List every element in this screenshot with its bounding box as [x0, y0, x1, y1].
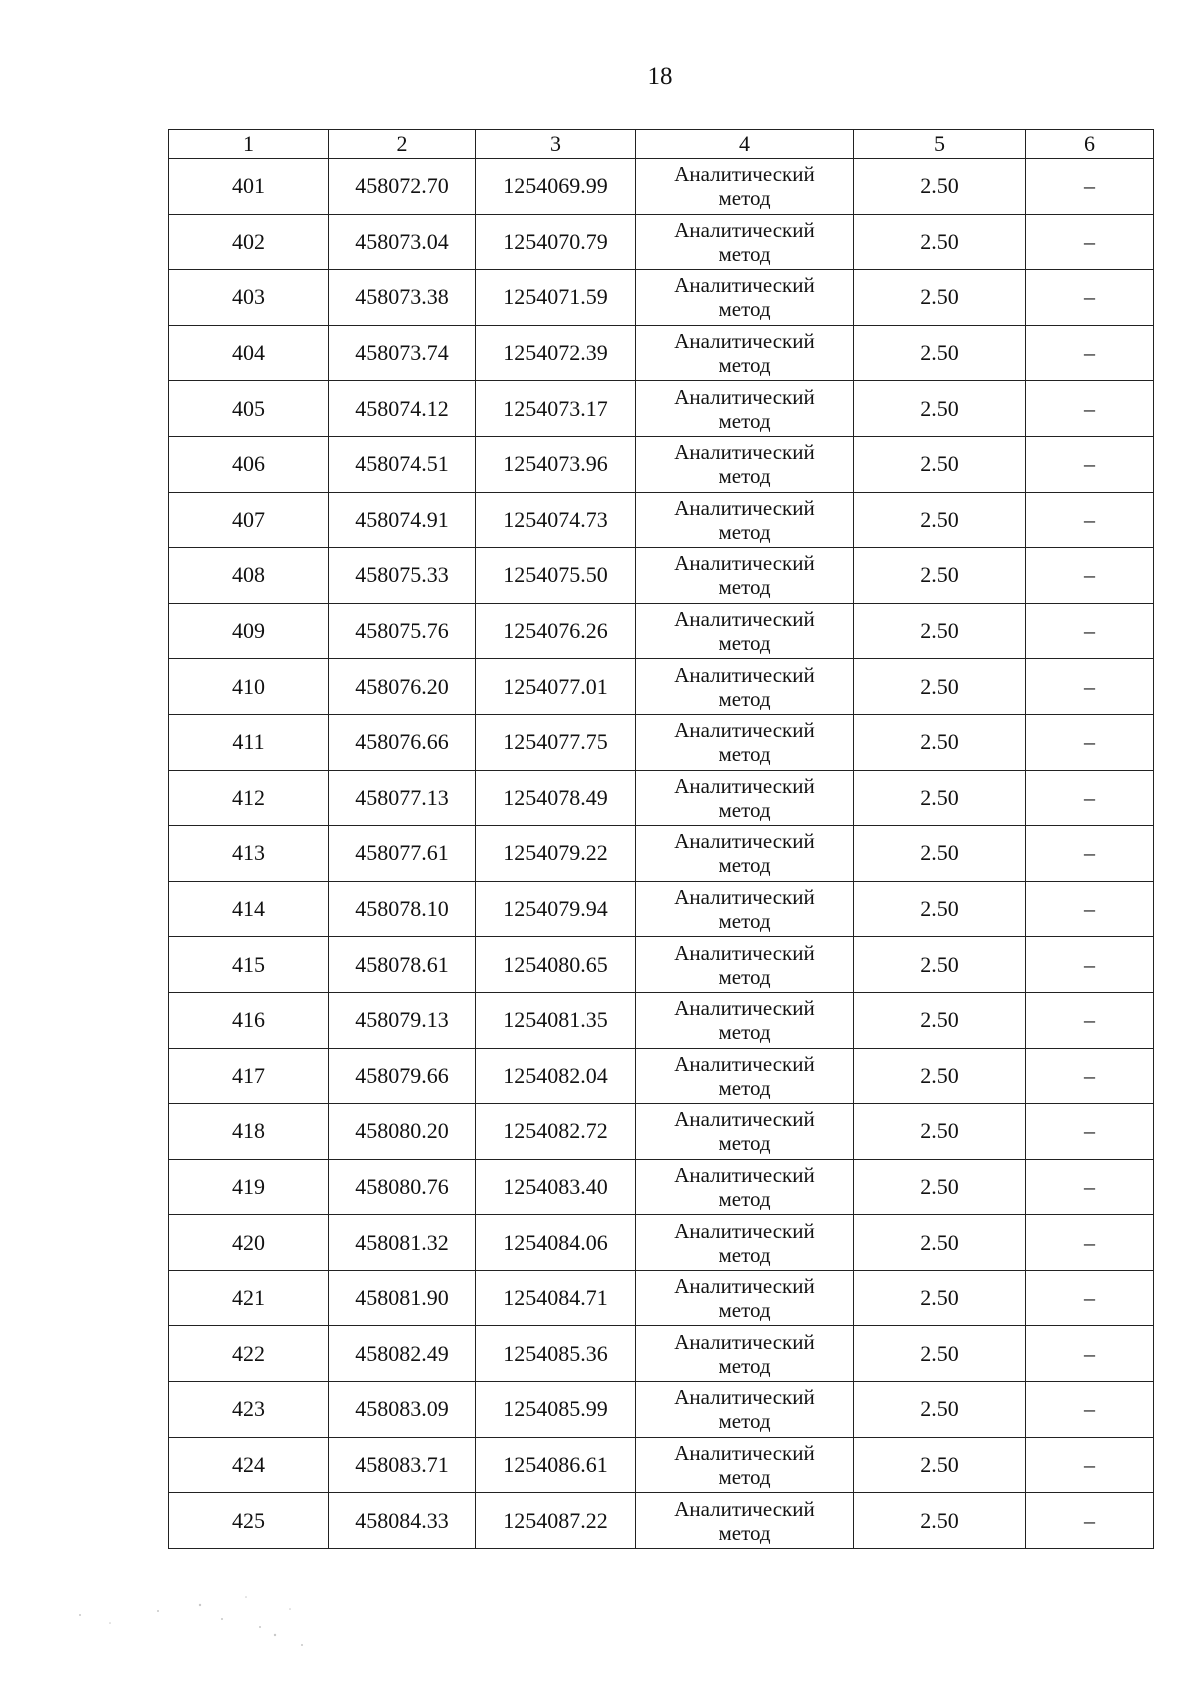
method-cell	[636, 214, 854, 270]
accuracy-cell: 2.50	[854, 1215, 1026, 1271]
y-coordinate-cell: 1254073.96	[476, 436, 636, 492]
method-cell	[636, 603, 854, 659]
method-line-2: метод	[718, 241, 771, 266]
method-cell	[636, 714, 854, 770]
x-coordinate-cell: 458083.71	[329, 1437, 476, 1493]
x-coordinate-cell: 458084.33	[329, 1493, 476, 1549]
point-number-cell: 401	[169, 159, 329, 215]
table-row	[169, 1326, 1154, 1382]
method-line-1: Аналитический	[674, 1107, 815, 1132]
point-number-cell: 402	[169, 214, 329, 270]
y-coordinate-cell: 1254082.72	[476, 1104, 636, 1160]
method-cell	[636, 325, 854, 381]
method-line-1: Аналитический	[674, 996, 815, 1021]
accuracy-cell: 2.50	[854, 1437, 1026, 1493]
y-coordinate-cell: 1254084.71	[476, 1270, 636, 1326]
method-cell	[636, 1326, 854, 1382]
method-cell	[636, 1104, 854, 1160]
x-coordinate-cell: 458080.20	[329, 1104, 476, 1160]
method-cell	[636, 270, 854, 326]
method-line-2: метод	[718, 742, 771, 767]
method-cell	[636, 937, 854, 993]
point-number-cell: 423	[169, 1382, 329, 1438]
y-coordinate-cell: 1254079.94	[476, 881, 636, 937]
note-cell: –	[1026, 1437, 1154, 1493]
accuracy-cell: 2.50	[854, 1270, 1026, 1326]
point-number-cell: 417	[169, 1048, 329, 1104]
x-coordinate-cell: 458073.04	[329, 214, 476, 270]
method-line-1: Аналитический	[674, 1218, 815, 1243]
x-coordinate-cell: 458075.33	[329, 548, 476, 604]
x-coordinate-cell: 458077.13	[329, 770, 476, 826]
method-line-1: Аналитический	[674, 384, 815, 409]
table-row	[169, 270, 1154, 326]
note-cell: –	[1026, 1382, 1154, 1438]
point-number-cell: 418	[169, 1104, 329, 1160]
accuracy-cell: 2.50	[854, 770, 1026, 826]
y-coordinate-cell: 1254083.40	[476, 1159, 636, 1215]
x-coordinate-cell: 458082.49	[329, 1326, 476, 1382]
method-cell	[636, 770, 854, 826]
method-line-2: метод	[718, 1353, 771, 1378]
note-cell: –	[1026, 1048, 1154, 1104]
y-coordinate-cell: 1254071.59	[476, 270, 636, 326]
accuracy-cell: 2.50	[854, 381, 1026, 437]
method-line-2: метод	[718, 575, 771, 600]
note-cell: –	[1026, 603, 1154, 659]
note-cell: –	[1026, 159, 1154, 215]
method-cell	[636, 381, 854, 437]
y-coordinate-cell: 1254076.26	[476, 603, 636, 659]
method-line-1: Аналитический	[674, 1385, 815, 1410]
table-row	[169, 937, 1154, 993]
accuracy-cell: 2.50	[854, 548, 1026, 604]
method-cell	[636, 492, 854, 548]
x-coordinate-cell: 458073.74	[329, 325, 476, 381]
y-coordinate-cell: 1254085.99	[476, 1382, 636, 1438]
note-cell: –	[1026, 436, 1154, 492]
method-cell	[636, 1048, 854, 1104]
accuracy-cell: 2.50	[854, 1382, 1026, 1438]
table-row	[169, 1048, 1154, 1104]
table-row	[169, 992, 1154, 1048]
note-cell: –	[1026, 826, 1154, 882]
accuracy-cell: 2.50	[854, 159, 1026, 215]
point-number-cell: 404	[169, 325, 329, 381]
x-coordinate-cell: 458073.38	[329, 270, 476, 326]
table-row	[169, 1493, 1154, 1549]
x-coordinate-cell: 458077.61	[329, 826, 476, 882]
method-line-1: Аналитический	[674, 662, 815, 687]
method-line-1: Аналитический	[674, 440, 815, 465]
note-cell: –	[1026, 325, 1154, 381]
method-line-2: метод	[718, 909, 771, 934]
accuracy-cell: 2.50	[854, 270, 1026, 326]
table-body	[169, 159, 1154, 1549]
accuracy-cell: 2.50	[854, 992, 1026, 1048]
y-coordinate-cell: 1254078.49	[476, 770, 636, 826]
method-line-2: метод	[718, 297, 771, 322]
accuracy-cell: 2.50	[854, 1104, 1026, 1160]
point-number-cell: 412	[169, 770, 329, 826]
method-line-2: метод	[718, 408, 771, 433]
y-coordinate-cell: 1254074.73	[476, 492, 636, 548]
method-cell	[636, 436, 854, 492]
point-number-cell: 424	[169, 1437, 329, 1493]
method-line-2: метод	[718, 1186, 771, 1211]
x-coordinate-cell: 458081.90	[329, 1270, 476, 1326]
y-coordinate-cell: 1254077.75	[476, 714, 636, 770]
y-coordinate-cell: 1254069.99	[476, 159, 636, 215]
method-line-2: метод	[718, 1409, 771, 1434]
y-coordinate-cell: 1254080.65	[476, 937, 636, 993]
method-line-1: Аналитический	[674, 607, 815, 632]
table-row	[169, 1104, 1154, 1160]
y-coordinate-cell: 1254082.04	[476, 1048, 636, 1104]
x-coordinate-cell: 458078.61	[329, 937, 476, 993]
accuracy-cell: 2.50	[854, 1159, 1026, 1215]
point-number-cell: 414	[169, 881, 329, 937]
method-cell	[636, 1270, 854, 1326]
note-cell: –	[1026, 1326, 1154, 1382]
method-line-2: метод	[718, 853, 771, 878]
table-header-row	[169, 130, 1154, 159]
table-row	[169, 603, 1154, 659]
note-cell: –	[1026, 770, 1154, 826]
y-coordinate-cell: 1254081.35	[476, 992, 636, 1048]
column-header: 2	[329, 130, 476, 159]
method-cell	[636, 1437, 854, 1493]
method-line-1: Аналитический	[674, 1274, 815, 1299]
point-number-cell: 405	[169, 381, 329, 437]
method-cell	[636, 826, 854, 882]
point-number-cell: 410	[169, 659, 329, 715]
point-number-cell: 419	[169, 1159, 329, 1215]
accuracy-cell: 2.50	[854, 881, 1026, 937]
method-line-2: метод	[718, 1242, 771, 1267]
accuracy-cell: 2.50	[854, 1493, 1026, 1549]
method-line-1: Аналитический	[674, 1329, 815, 1354]
point-number-cell: 415	[169, 937, 329, 993]
accuracy-cell: 2.50	[854, 436, 1026, 492]
point-number-cell: 416	[169, 992, 329, 1048]
accuracy-cell: 2.50	[854, 659, 1026, 715]
point-number-cell: 425	[169, 1493, 329, 1549]
method-line-1: Аналитический	[674, 829, 815, 854]
page-number: 18	[647, 63, 673, 90]
method-cell	[636, 1382, 854, 1438]
method-cell	[636, 992, 854, 1048]
method-line-2: метод	[718, 1520, 771, 1545]
method-cell	[636, 548, 854, 604]
method-line-2: метод	[718, 964, 771, 989]
note-cell: –	[1026, 214, 1154, 270]
point-number-cell: 406	[169, 436, 329, 492]
accuracy-cell: 2.50	[854, 714, 1026, 770]
column-header: 3	[476, 130, 636, 159]
point-number-cell: 408	[169, 548, 329, 604]
note-cell: –	[1026, 492, 1154, 548]
method-cell	[636, 881, 854, 937]
y-coordinate-cell: 1254086.61	[476, 1437, 636, 1493]
table-row	[169, 714, 1154, 770]
table-row	[169, 770, 1154, 826]
table-row	[169, 492, 1154, 548]
note-cell: –	[1026, 937, 1154, 993]
method-line-1: Аналитический	[674, 773, 815, 798]
y-coordinate-cell: 1254087.22	[476, 1493, 636, 1549]
method-line-1: Аналитический	[674, 495, 815, 520]
coordinates-table	[168, 129, 1154, 1549]
note-cell: –	[1026, 1104, 1154, 1160]
x-coordinate-cell: 458080.76	[329, 1159, 476, 1215]
accuracy-cell: 2.50	[854, 826, 1026, 882]
table-row	[169, 1270, 1154, 1326]
note-cell: –	[1026, 881, 1154, 937]
method-line-2: метод	[718, 1020, 771, 1045]
x-coordinate-cell: 458072.70	[329, 159, 476, 215]
method-line-1: Аналитический	[674, 273, 815, 298]
y-coordinate-cell: 1254073.17	[476, 381, 636, 437]
table-row	[169, 159, 1154, 215]
note-cell: –	[1026, 381, 1154, 437]
x-coordinate-cell: 458078.10	[329, 881, 476, 937]
method-line-2: метод	[718, 1464, 771, 1489]
table-row	[169, 1159, 1154, 1215]
point-number-cell: 403	[169, 270, 329, 326]
point-number-cell: 413	[169, 826, 329, 882]
method-line-2: метод	[718, 1075, 771, 1100]
method-cell	[636, 159, 854, 215]
point-number-cell: 420	[169, 1215, 329, 1271]
column-header: 6	[1026, 130, 1154, 159]
y-coordinate-cell: 1254085.36	[476, 1326, 636, 1382]
accuracy-cell: 2.50	[854, 603, 1026, 659]
accuracy-cell: 2.50	[854, 214, 1026, 270]
x-coordinate-cell: 458081.32	[329, 1215, 476, 1271]
table-row	[169, 381, 1154, 437]
table-row	[169, 659, 1154, 715]
table-row	[169, 214, 1154, 270]
note-cell: –	[1026, 659, 1154, 715]
method-line-2: метод	[718, 464, 771, 489]
note-cell: –	[1026, 992, 1154, 1048]
method-line-1: Аналитический	[674, 162, 815, 187]
note-cell: –	[1026, 548, 1154, 604]
table-row	[169, 325, 1154, 381]
y-coordinate-cell: 1254077.01	[476, 659, 636, 715]
column-header: 1	[169, 130, 329, 159]
point-number-cell: 409	[169, 603, 329, 659]
table-row	[169, 1382, 1154, 1438]
method-line-1: Аналитический	[674, 1440, 815, 1465]
table-row	[169, 881, 1154, 937]
point-number-cell: 407	[169, 492, 329, 548]
x-coordinate-cell: 458075.76	[329, 603, 476, 659]
x-coordinate-cell: 458083.09	[329, 1382, 476, 1438]
method-line-2: метод	[718, 686, 771, 711]
method-line-2: метод	[718, 186, 771, 211]
method-line-2: метод	[718, 631, 771, 656]
note-cell: –	[1026, 270, 1154, 326]
accuracy-cell: 2.50	[854, 1326, 1026, 1382]
method-line-1: Аналитический	[674, 940, 815, 965]
note-cell: –	[1026, 1493, 1154, 1549]
point-number-cell: 421	[169, 1270, 329, 1326]
method-line-1: Аналитический	[674, 1051, 815, 1076]
method-line-1: Аналитический	[674, 885, 815, 910]
table-row	[169, 1437, 1154, 1493]
x-coordinate-cell: 458076.20	[329, 659, 476, 715]
table-row	[169, 1215, 1154, 1271]
point-number-cell: 422	[169, 1326, 329, 1382]
table-row	[169, 548, 1154, 604]
method-line-1: Аналитический	[674, 551, 815, 576]
method-cell	[636, 1215, 854, 1271]
method-line-2: метод	[718, 1298, 771, 1323]
x-coordinate-cell: 458074.51	[329, 436, 476, 492]
note-cell: –	[1026, 1159, 1154, 1215]
y-coordinate-cell: 1254079.22	[476, 826, 636, 882]
note-cell: –	[1026, 1215, 1154, 1271]
accuracy-cell: 2.50	[854, 492, 1026, 548]
accuracy-cell: 2.50	[854, 325, 1026, 381]
method-line-2: метод	[718, 797, 771, 822]
column-header: 5	[854, 130, 1026, 159]
x-coordinate-cell: 458076.66	[329, 714, 476, 770]
method-line-1: Аналитический	[674, 718, 815, 743]
scan-artifact	[70, 1575, 330, 1665]
method-cell	[636, 659, 854, 715]
x-coordinate-cell: 458079.13	[329, 992, 476, 1048]
note-cell: –	[1026, 1270, 1154, 1326]
accuracy-cell: 2.50	[854, 1048, 1026, 1104]
point-number-cell: 411	[169, 714, 329, 770]
y-coordinate-cell: 1254084.06	[476, 1215, 636, 1271]
x-coordinate-cell: 458079.66	[329, 1048, 476, 1104]
method-line-2: метод	[718, 519, 771, 544]
table-row	[169, 826, 1154, 882]
method-cell	[636, 1159, 854, 1215]
method-cell	[636, 1493, 854, 1549]
x-coordinate-cell: 458074.12	[329, 381, 476, 437]
method-line-1: Аналитический	[674, 217, 815, 242]
method-line-1: Аналитический	[674, 329, 815, 354]
table-row	[169, 436, 1154, 492]
method-line-2: метод	[718, 1131, 771, 1156]
method-line-2: метод	[718, 353, 771, 378]
method-line-1: Аналитический	[674, 1162, 815, 1187]
y-coordinate-cell: 1254075.50	[476, 548, 636, 604]
method-line-1: Аналитический	[674, 1496, 815, 1521]
y-coordinate-cell: 1254072.39	[476, 325, 636, 381]
y-coordinate-cell: 1254070.79	[476, 214, 636, 270]
column-header: 4	[636, 130, 854, 159]
accuracy-cell: 2.50	[854, 937, 1026, 993]
note-cell: –	[1026, 714, 1154, 770]
x-coordinate-cell: 458074.91	[329, 492, 476, 548]
